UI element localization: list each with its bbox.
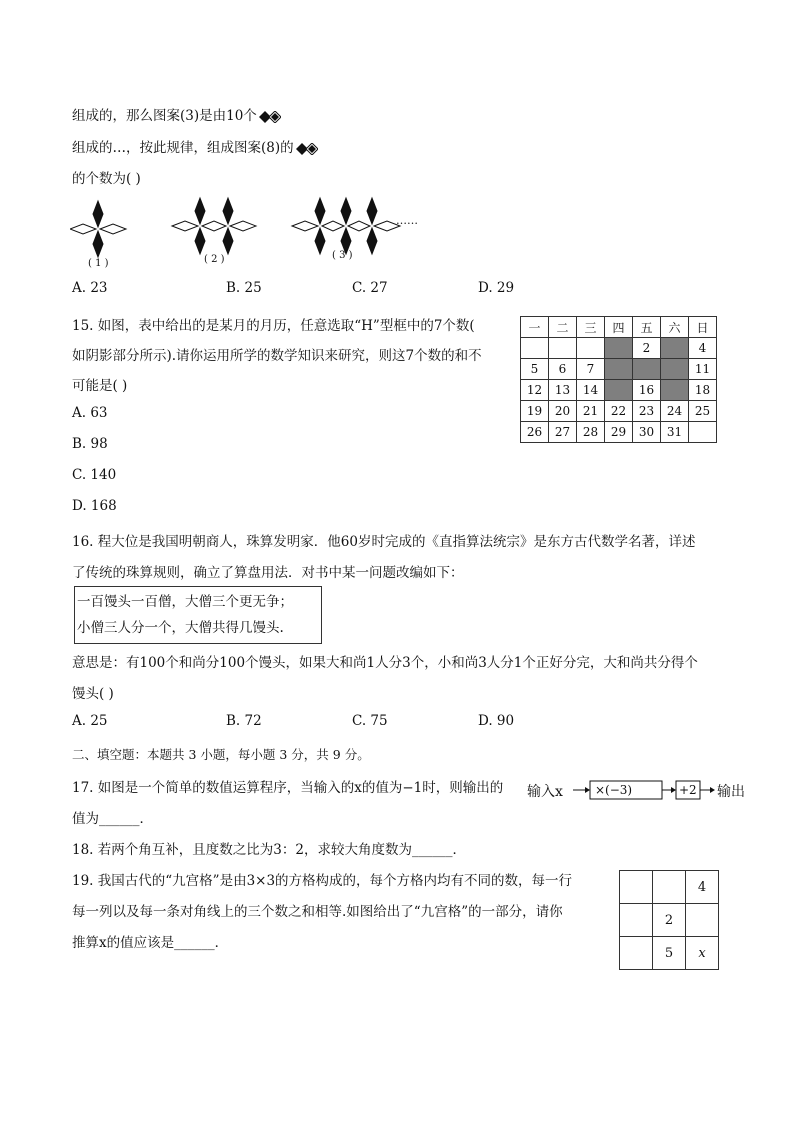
q14-line-2 (72, 136, 318, 156)
flow-output-label: 输出 (717, 784, 745, 800)
pattern-2 (172, 198, 256, 254)
q16-option-c[interactable]: C. 75 (352, 713, 388, 729)
calendar-day-cell: 18 (689, 380, 717, 401)
calendar-header-cell: 五 (633, 317, 661, 338)
calendar-day-cell: 14 (577, 380, 605, 401)
diamond-pair-icon (296, 143, 318, 155)
calendar-day-cell: 22 (605, 401, 633, 422)
pattern-1-label: ( 1 ) (88, 258, 109, 269)
q16-option-d[interactable]: D. 90 (478, 713, 515, 729)
calendar-day-cell: 13 (549, 380, 577, 401)
nine-grid-cell: 5 (653, 937, 686, 970)
calendar-week-row (521, 422, 717, 443)
calendar-day-cell (661, 380, 689, 401)
calendar-week-row (521, 401, 717, 422)
q14-pattern-figures (70, 196, 430, 271)
pattern-3-label: ( 3 ) (332, 250, 353, 261)
q15-line-2: 如阴影部分所示).请你运用所学的数学知识来研究，则这7个数的和不 (72, 348, 482, 364)
nine-grid-cell (620, 937, 653, 970)
calendar-header-cell: 三 (577, 317, 605, 338)
nine-grid-row (620, 937, 719, 970)
q16-line-3: 意思是：有100个和尚分100个馒头，如果大和尚1人分3个，小和尚3人分1个正好分完，大和尚共分得个 (72, 655, 698, 671)
calendar-day-cell: 27 (549, 422, 577, 443)
q14-option-c[interactable]: C. 27 (352, 280, 388, 296)
q16-line-2: 了传统的珠算规则，确立了算盘用法．对书中某一问题改编如下： (72, 565, 464, 581)
calendar-week-row (521, 338, 717, 359)
calendar-day-cell (577, 338, 605, 359)
calendar-header-cell: 二 (549, 317, 577, 338)
q17-line-2: 值为______． (72, 811, 153, 827)
calendar-day-cell: 5 (521, 359, 549, 380)
flow-input-label: 输入x (527, 784, 563, 800)
calendar-day-cell (633, 359, 661, 380)
calendar-day-cell (521, 338, 549, 359)
nine-grid-table (619, 870, 719, 970)
calendar-day-cell: 2 (633, 338, 661, 359)
calendar-week-row (521, 359, 717, 380)
calendar-day-cell: 7 (577, 359, 605, 380)
q15-option-b[interactable]: B. 98 (72, 436, 108, 452)
calendar-week-row (521, 380, 717, 401)
nine-grid-cell: 2 (653, 904, 686, 937)
nine-grid-cell (620, 871, 653, 904)
calendar-day-cell: 26 (521, 422, 549, 443)
q15-option-a[interactable]: A. 63 (72, 405, 108, 421)
calendar-day-cell: 6 (549, 359, 577, 380)
q15-line-3: 可能是( ) (72, 378, 128, 394)
q18-line-1: 18. 若两个角互补，且度数之比为3：2，求较大角度数为______． (72, 842, 466, 858)
q17-line-1: 17. 如图是一个简单的数值运算程序，当输入的x的值为−1时，则输出的 (72, 780, 504, 796)
calendar-day-cell (689, 422, 717, 443)
calendar-day-cell (605, 380, 633, 401)
pattern-2-label: ( 2 ) (204, 254, 225, 265)
q16-poem-box (74, 586, 322, 644)
calendar-day-cell (549, 338, 577, 359)
calendar-header-row (521, 317, 717, 338)
calendar-day-cell: 23 (633, 401, 661, 422)
calendar-day-cell: 4 (689, 338, 717, 359)
calendar-day-cell: 20 (549, 401, 577, 422)
q14-option-a[interactable]: A. 23 (72, 280, 108, 296)
nine-grid-cell (620, 904, 653, 937)
q16-poem-line-2: 小僧三人分一个，大僧共得几馒头. (77, 620, 284, 636)
q16-option-a[interactable]: A. 25 (72, 713, 108, 729)
calendar-day-cell: 24 (661, 401, 689, 422)
calendar-header-cell: 六 (661, 317, 689, 338)
q16-line-1: 16. 程大位是我国明朝商人，珠算发明家．他60岁时完成的《直指算法统宗》是东方古代数学名著，详述 (72, 534, 696, 550)
q16-option-b[interactable]: B. 72 (226, 713, 262, 729)
q14-line-1 (72, 104, 281, 124)
calendar-day-cell: 21 (577, 401, 605, 422)
q14-option-d[interactable]: D. 29 (478, 280, 515, 296)
q14-line-3: 的个数为( ) (72, 171, 141, 187)
q19-line-2: 每一列以及每一条对角线上的三个数之和相等.如图给出了“九宫格”的一部分，请你 (72, 904, 563, 920)
calendar-day-cell: 12 (521, 380, 549, 401)
flow-op-multiply: ×(−3) (595, 783, 633, 797)
nine-grid-cell: 4 (686, 871, 719, 904)
nine-grid-cell (653, 871, 686, 904)
diamond-pair-icon (259, 111, 281, 123)
flow-op-add: +2 (679, 783, 697, 797)
calendar-day-cell: 11 (689, 359, 717, 380)
nine-grid-row (620, 871, 719, 904)
calendar-header-cell: 一 (521, 317, 549, 338)
q15-option-c[interactable]: C. 140 (72, 467, 117, 483)
q14-option-b[interactable]: B. 25 (226, 280, 262, 296)
q14-line-2-text: 组成的…，按此规律，组成图案(8)的 (72, 140, 294, 156)
calendar-day-cell: 19 (521, 401, 549, 422)
pattern-1 (70, 201, 126, 257)
pattern-ellipsis: …… (396, 214, 418, 227)
pattern-3 (292, 198, 400, 254)
q15-option-d[interactable]: D. 168 (72, 498, 117, 514)
q16-line-4: 馒头( ) (72, 686, 114, 702)
calendar-day-cell: 16 (633, 380, 661, 401)
calendar-day-cell (605, 359, 633, 380)
q19-line-3: 推算x的值应该是______． (72, 935, 229, 951)
calendar-day-cell: 28 (577, 422, 605, 443)
nine-grid-row (620, 904, 719, 937)
calendar-day-cell (661, 359, 689, 380)
calendar-day-cell: 29 (605, 422, 633, 443)
nine-grid-cell (686, 904, 719, 937)
nine-grid-cell: x (686, 937, 719, 970)
calendar-table (520, 316, 717, 443)
calendar-day-cell (605, 338, 633, 359)
q19-line-1: 19. 我国古代的“九宫格”是由3×3的方格构成的，每个方格内均有不同的数，每一行 (72, 873, 573, 889)
calendar-header-cell: 日 (689, 317, 717, 338)
calendar-day-cell: 30 (633, 422, 661, 443)
q16-poem-line-1: 一百馒头一百僧，大僧三个更无争； (77, 594, 293, 610)
q14-line-1-text: 组成的，那么图案(3)是由10个 (72, 108, 257, 124)
calendar-day-cell: 25 (689, 401, 717, 422)
calendar-day-cell (661, 338, 689, 359)
section-2-heading: 二、填空题：本题共 3 小题，每小题 3 分，共 9 分。 (72, 747, 370, 762)
calendar-header-cell: 四 (605, 317, 633, 338)
q15-line-1: 15. 如图，表中给出的是某月的月历，任意选取“H”型框中的7个数( (72, 318, 475, 334)
calendar-day-cell: 31 (661, 422, 689, 443)
